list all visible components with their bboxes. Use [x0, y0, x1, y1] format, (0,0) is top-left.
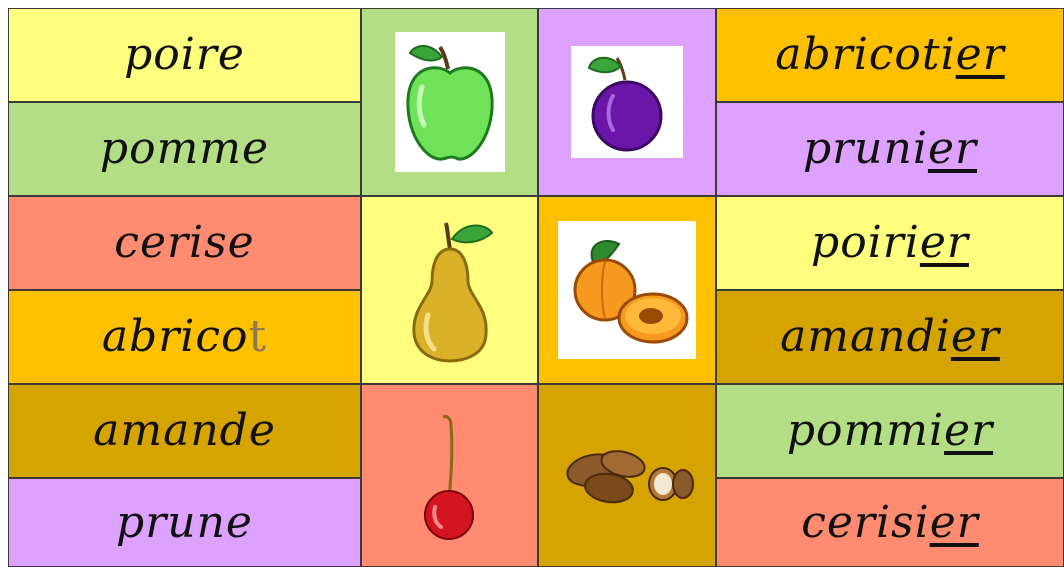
- word-stem: amandi: [780, 311, 951, 362]
- picture-card-pear: [361, 196, 538, 384]
- word-suffix: er: [927, 123, 978, 174]
- picture-card-almond: [538, 384, 716, 567]
- word-text: cerise: [114, 217, 255, 268]
- word-text: prune: [116, 496, 253, 548]
- almond-icon: [557, 441, 697, 511]
- word-card-poire: [8, 8, 361, 102]
- word-card-abricotier: [716, 8, 1064, 102]
- word-text: pomme: [99, 123, 270, 174]
- pear-icon: [390, 212, 510, 368]
- word-text: [802, 123, 978, 174]
- word-card-amande: [8, 384, 361, 478]
- fruit-matching-board: [8, 8, 1064, 567]
- word-suffix: er: [919, 217, 969, 268]
- picture-card-apple: [361, 8, 538, 196]
- word-stem: abricoti: [775, 29, 956, 80]
- word-suffix: er: [955, 29, 1005, 80]
- word-suffix: er: [929, 496, 979, 548]
- word-stem: abrico: [101, 311, 249, 362]
- word-card-poirier: [716, 196, 1064, 290]
- word-text: [811, 217, 969, 268]
- word-suffix: er: [944, 405, 994, 456]
- word-card-prunier: [716, 102, 1064, 196]
- silent-letter: t: [248, 311, 268, 362]
- word-card-pomme: [8, 102, 361, 196]
- word-text: [775, 29, 1005, 80]
- word-card-abricot: [8, 290, 361, 384]
- word-text: poire: [124, 29, 245, 80]
- word-card-cerise: [8, 196, 361, 290]
- word-text: [780, 311, 1000, 362]
- word-stem: cerisi: [801, 496, 930, 548]
- word-card-amandier: [716, 290, 1064, 384]
- cherry-icon: [415, 406, 485, 546]
- word-text: [786, 405, 994, 456]
- word-card-prune: [8, 478, 361, 567]
- plum-icon: [571, 46, 683, 158]
- word-stem: pruni: [802, 123, 928, 174]
- word-text: [801, 496, 979, 548]
- picture-card-plum: [538, 8, 716, 196]
- picture-card-cherry: [361, 384, 538, 567]
- word-stem: pommi: [786, 405, 945, 456]
- word-suffix: er: [950, 311, 1000, 362]
- word-card-cerisier: [716, 478, 1064, 567]
- apricot-icon: [558, 221, 696, 359]
- word-stem: poiri: [811, 217, 920, 268]
- word-text: [101, 311, 268, 362]
- picture-card-apricot: [538, 196, 716, 384]
- apple-icon: [395, 32, 505, 172]
- word-card-pommier: [716, 384, 1064, 478]
- word-text: amande: [93, 405, 276, 456]
